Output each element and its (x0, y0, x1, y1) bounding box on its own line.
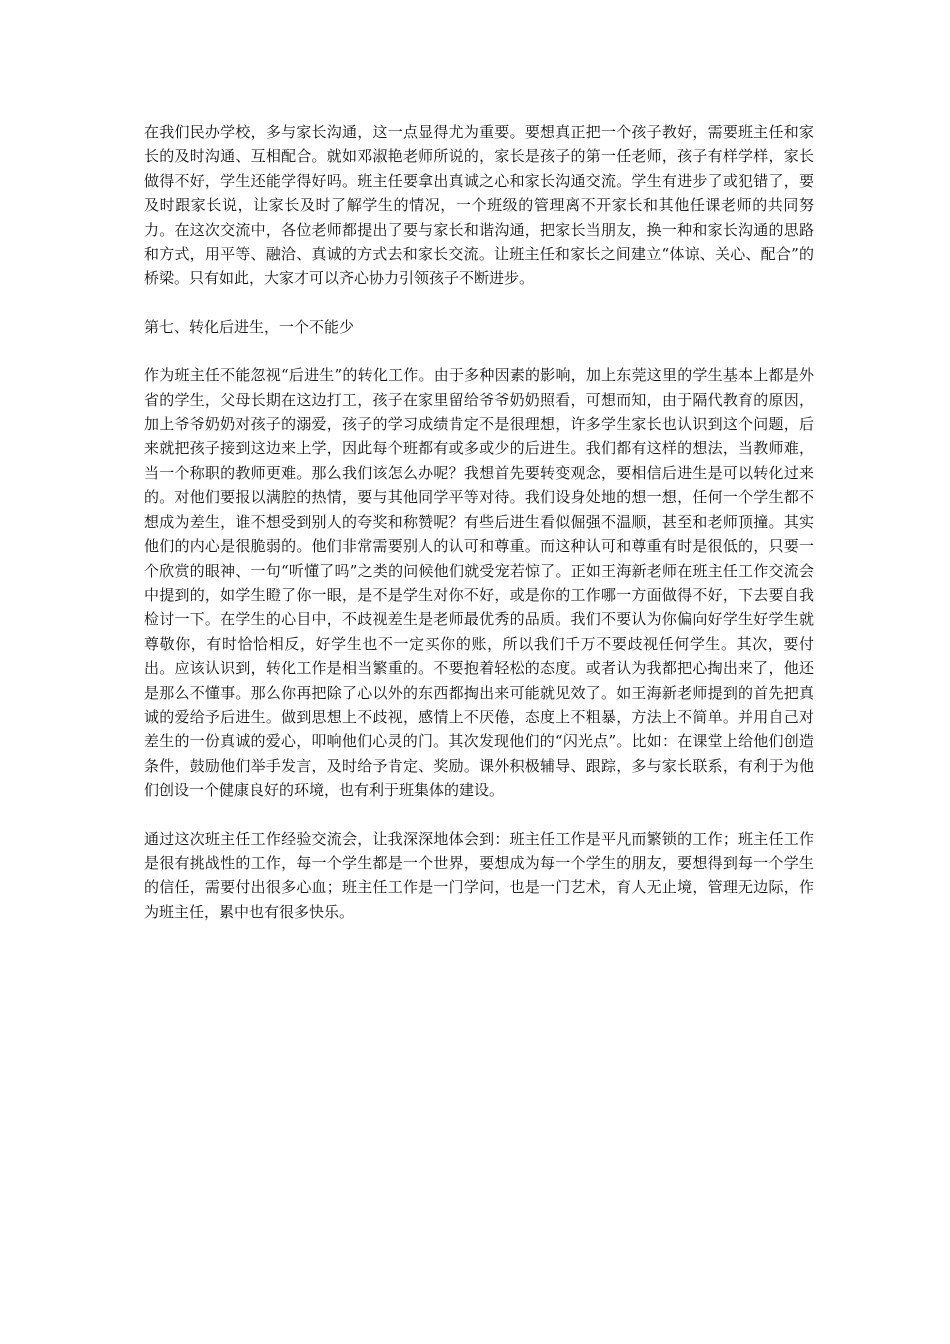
section-heading-seven: 第七、转化后进生，一个不能少 (144, 317, 355, 336)
document-page (144, 120, 814, 924)
paragraph-conclusion: 通过这次班主任工作经验交流会，让我深深地体会到：班主任工作是平凡而繁锁的工作；班主任工作是很有挑战性的工作，每一个学生都是一个世界，要想成为每一个学生的朋友，要想得到每一个学生的信任，需要付出很多心血；班主任工作是一门学问，也是一门艺术，育人无止境，管理无边际，作为班主任，累中也有很多快乐。 (144, 829, 814, 921)
paragraph-parent-communication: 在我们民办学校，多与家长沟通，这一点显得尤为重要。要想真正把一个孩子教好，需要班主任和家长的及时沟通、互相配合。就如邓淑艳老师所说的，家长是孩子的第一任老师，孩子有样学样，家长做得不好，学生还能学得好吗。班主任要拿出真诚之心和家长沟通交流。学生有进步了或犯错了，要及时跟家长说，让家长及时了解学生的情况，一个班级的管理离不开家长和其他任课老师的共同努力。在这次交流中，各位老师都提出了要与家长和谐沟通，把家长当朋友，换一种和家长沟通的思路和方式，用平等、融洽、真诚的方式去和家长交流。让班主任和家长之间建立“体谅、关心、配合”的桥梁。只有如此，大家才可以齐心协力引领孩子不断进步。 (144, 123, 814, 288)
paragraph-underachievers: 作为班主任不能忽视“后进生”的转化工作。由于多种因素的影响，加上东莞这里的学生基本上都是外省的学生，父母长期在这边打工，孩子在家里留给爷爷奶奶照看，可想而知，由于隔代教育的原因，加上爷爷奶奶对孩子的溺爱，孩子的学习成绩肯定不是很理想，许多学生家长也认识到这个问题，后来就把孩子接到这边来上学，因此每个班都有或多或少的后进生。我们都有这样的想法，当教师难，当一个称职的教师更难。那么我们该怎么办呢？我想首先要转变观念，要相信后进生是可以转化过来的。对他们要报以满腔的热情，要与其他同学平等对待。我们设身处地的想一想，任何一个学生都不想成为差生，谁不想受到别人的夸奖和称赞呢？有些后进生看似倔强不温顺，甚至和老师顶撞。其实他们的内心是很脆弱的。他们非常需要别人的认可和尊重。而这种认可和尊重有时是很低的，只要一个欣赏的眼神、一句“听懂了吗”之类的问候他们就受宠若惊了。正如王海新老师在班主任工作交流会中提到的，如学生瞪了你一眼，是不是学生对你不好，或是你的工作哪一方面做得不好，下去要自我检讨一下。在学生的心目中，不歧视差生是老师最优秀的品质。我们不要认为你偏向好学生好学生就尊敬你，有时恰恰相反，好学生也不一定买你的账，所以我们千万不要歧视任何学生。其次，要付出。应该认识到，转化工作是相当繁重的。不要抱着轻松的态度。或者认为我都把心掏出来了，他还是那么不懂事。那么你再把除了心以外的东西都掏出来可能就见效了。如王海新老师提到的首先把真诚的爱给予后进生。做到思想上不歧视，感情上不厌倦，态度上不粗暴，方法上不简单。并用自己对差生的一份真诚的爱心，叩响他们心灵的门。其次发现他们的“闪光点”。比如：在课堂上给他们创造条件，鼓励他们举手发言，及时给予肯定、奖励。课外积极辅导、跟踪，多与家长联系，有利于为他们创设一个健康良好的环境，也有利于班集体的建设。 (144, 366, 814, 800)
